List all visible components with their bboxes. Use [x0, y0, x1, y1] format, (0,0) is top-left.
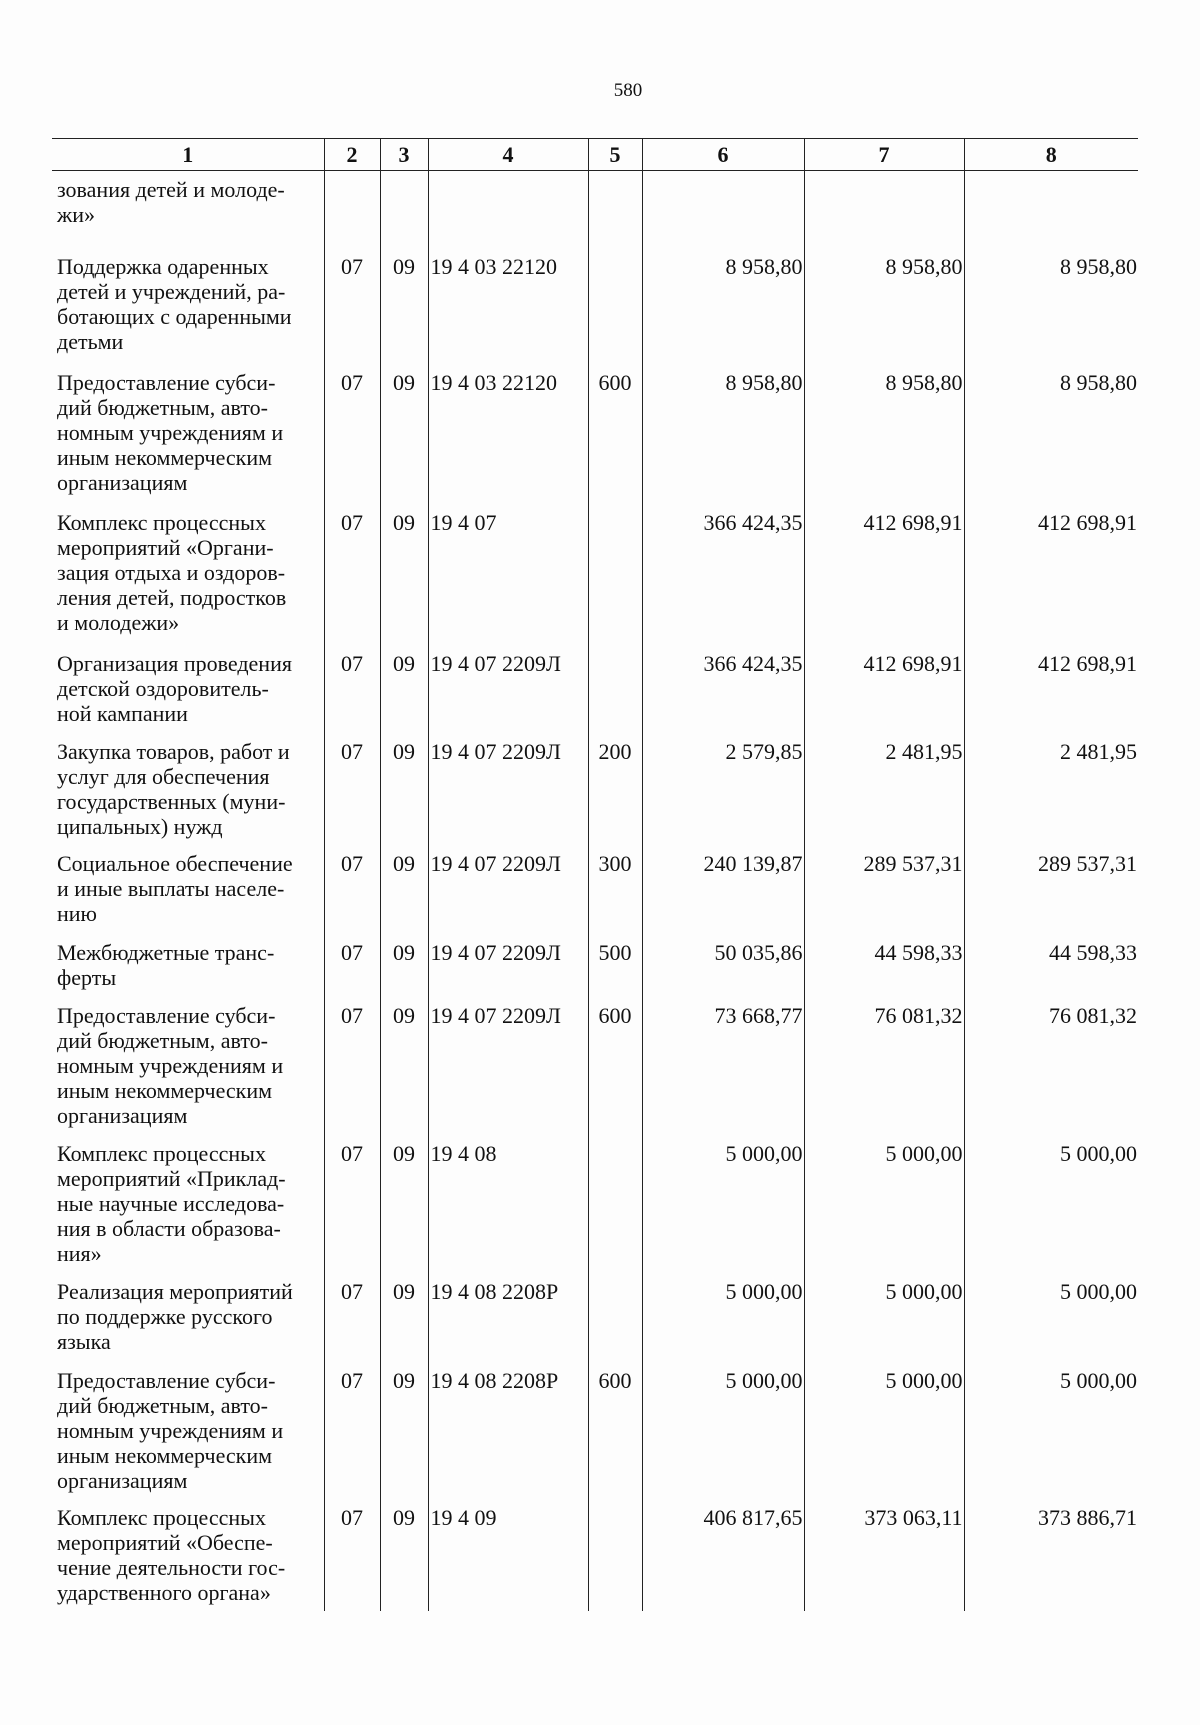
subsection-code-cell: 09	[380, 1364, 428, 1501]
subsection-code-cell: 09	[380, 506, 428, 647]
row-name-line: номным учреждениям и	[57, 1417, 284, 1443]
row-name-cell	[52, 1501, 324, 1611]
row-name-line: Предоставление субси-	[57, 1367, 276, 1393]
row-name-line: организациям	[57, 469, 188, 495]
row-name-line: языка	[57, 1328, 111, 1354]
amount-col-8-cell: 373 886,71	[964, 1501, 1138, 1611]
row-name-line: и молодежи»	[57, 609, 180, 635]
subsection-code-cell	[380, 171, 428, 250]
amount-col-7-cell	[804, 171, 964, 250]
table-row	[52, 847, 1138, 936]
expense-type-cell	[588, 647, 642, 735]
section-code-cell: 07	[324, 847, 380, 936]
col-header-3: 3	[380, 139, 428, 171]
row-name-line: детей и учреждений, ра-	[57, 278, 286, 304]
target-article-cell: 19 4 07 2209Л	[428, 999, 588, 1137]
target-article-cell: 19 4 03 22120	[428, 250, 588, 366]
amount-col-6-cell: 8 958,80	[642, 366, 804, 506]
budget-table	[52, 138, 1138, 1611]
row-name-line: дий бюджетным, авто-	[57, 1027, 268, 1053]
row-name-line: услуг для обеспечения	[57, 763, 270, 789]
row-name-line: Комплекс процессных	[57, 1504, 266, 1530]
section-code-cell	[324, 171, 380, 250]
row-name-line: иным некоммерческим	[57, 444, 273, 470]
amount-col-8-cell: 412 698,91	[964, 506, 1138, 647]
target-article-cell: 19 4 03 22120	[428, 366, 588, 506]
row-name-line: Поддержка одаренных	[57, 253, 269, 279]
row-name-line: Предоставление субси-	[57, 369, 276, 395]
amount-col-8-cell	[964, 171, 1138, 250]
row-name-line: Межбюджетные транс-	[57, 939, 275, 965]
table-row	[52, 506, 1138, 647]
amount-col-7-cell: 412 698,91	[804, 647, 964, 735]
table-row	[52, 1275, 1138, 1364]
amount-col-8-cell: 76 081,32	[964, 999, 1138, 1137]
subsection-code-cell: 09	[380, 847, 428, 936]
col-header-1: 1	[52, 139, 324, 171]
row-name-cell	[52, 999, 324, 1137]
row-name-line: жи»	[57, 202, 95, 227]
row-name-line: ния в области образова-	[57, 1215, 281, 1241]
subsection-code-cell: 09	[380, 366, 428, 506]
amount-col-6-cell: 240 139,87	[642, 847, 804, 936]
row-name-line: ной кампании	[57, 700, 188, 726]
row-name-line: номным учреждениям и	[57, 1052, 284, 1078]
row-name-line: иным некоммерческим	[57, 1442, 273, 1468]
section-code-cell: 07	[324, 366, 380, 506]
row-name-line: Комплекс процессных	[57, 1140, 266, 1166]
expense-type-cell	[588, 1501, 642, 1611]
row-name-line: Реализация мероприятий	[57, 1278, 293, 1304]
section-code-cell: 07	[324, 936, 380, 999]
section-code-cell: 07	[324, 735, 380, 847]
row-name-line: ния»	[57, 1240, 102, 1266]
row-name-line: нию	[57, 900, 97, 926]
target-article-cell: 19 4 07	[428, 506, 588, 647]
expense-type-cell	[588, 171, 642, 250]
section-code-cell: 07	[324, 1137, 380, 1275]
amount-col-6-cell: 5 000,00	[642, 1137, 804, 1275]
col-header-2: 2	[324, 139, 380, 171]
expense-type-cell: 600	[588, 1364, 642, 1501]
amount-col-6-cell: 73 668,77	[642, 999, 804, 1137]
amount-col-7-cell: 373 063,11	[804, 1501, 964, 1611]
row-name-line: дий бюджетным, авто-	[57, 1392, 268, 1418]
row-name-line: организациям	[57, 1102, 188, 1128]
row-name-cell	[52, 1137, 324, 1275]
row-name-cell	[52, 171, 324, 250]
row-name-line: мероприятий «Приклад-	[57, 1165, 286, 1191]
section-code-cell: 07	[324, 999, 380, 1137]
amount-col-8-cell: 5 000,00	[964, 1137, 1138, 1275]
section-code-cell: 07	[324, 1275, 380, 1364]
subsection-code-cell: 09	[380, 250, 428, 366]
row-name-line: чение деятельности гос-	[57, 1554, 286, 1580]
row-name-line: ударственного органа»	[57, 1579, 271, 1605]
table-row	[52, 171, 1138, 250]
row-name-line: мероприятий «Обеспе-	[57, 1529, 273, 1555]
row-name-line: Закупка товаров, работ и	[57, 738, 290, 764]
row-name-line: ные научные исследова-	[57, 1190, 285, 1216]
row-name-cell	[52, 1364, 324, 1501]
target-article-cell: 19 4 08	[428, 1137, 588, 1275]
subsection-code-cell: 09	[380, 735, 428, 847]
row-name-line: иным некоммерческим	[57, 1077, 273, 1103]
target-article-cell: 19 4 07 2209Л	[428, 936, 588, 999]
amount-col-8-cell: 8 958,80	[964, 366, 1138, 506]
header-row	[52, 139, 1138, 171]
row-name-cell	[52, 936, 324, 999]
expense-type-cell: 500	[588, 936, 642, 999]
amount-col-7-cell: 76 081,32	[804, 999, 964, 1137]
table-body	[52, 171, 1138, 1611]
row-name-line: Предоставление субси-	[57, 1002, 276, 1028]
target-article-cell: 19 4 07 2209Л	[428, 735, 588, 847]
target-article-cell: 19 4 09	[428, 1501, 588, 1611]
table-row	[52, 1501, 1138, 1611]
table-row	[52, 999, 1138, 1137]
row-name-line: ления детей, подростков	[57, 584, 287, 610]
table-row	[52, 1364, 1138, 1501]
amount-col-8-cell: 5 000,00	[964, 1275, 1138, 1364]
col-header-7: 7	[804, 139, 964, 171]
expense-type-cell: 200	[588, 735, 642, 847]
amount-col-6-cell	[642, 171, 804, 250]
amount-col-6-cell: 5 000,00	[642, 1275, 804, 1364]
expense-type-cell: 600	[588, 999, 642, 1137]
col-header-8: 8	[964, 139, 1138, 171]
amount-col-7-cell: 5 000,00	[804, 1364, 964, 1501]
amount-col-6-cell: 2 579,85	[642, 735, 804, 847]
section-code-cell: 07	[324, 250, 380, 366]
subsection-code-cell: 09	[380, 1501, 428, 1611]
amount-col-6-cell: 50 035,86	[642, 936, 804, 999]
row-name-line: зования детей и молоде-	[57, 177, 285, 202]
table-row	[52, 250, 1138, 366]
row-name-line: ферты	[57, 964, 117, 990]
section-code-cell: 07	[324, 647, 380, 735]
row-name-cell	[52, 250, 324, 366]
table-row	[52, 1137, 1138, 1275]
amount-col-7-cell: 5 000,00	[804, 1137, 964, 1275]
amount-col-8-cell: 8 958,80	[964, 250, 1138, 366]
section-code-cell: 07	[324, 506, 380, 647]
row-name-cell	[52, 735, 324, 847]
expense-type-cell: 600	[588, 366, 642, 506]
row-name-cell	[52, 647, 324, 735]
row-name-cell	[52, 847, 324, 936]
amount-col-6-cell: 8 958,80	[642, 250, 804, 366]
table-row	[52, 647, 1138, 735]
row-name-line: мероприятий «Органи-	[57, 534, 274, 560]
amount-col-6-cell: 366 424,35	[642, 506, 804, 647]
table-row	[52, 735, 1138, 847]
row-name-line: Комплекс процессных	[57, 509, 266, 535]
row-name-cell	[52, 506, 324, 647]
row-name-line: детской оздоровитель-	[57, 675, 269, 701]
row-name-line: детьми	[57, 328, 124, 354]
amount-col-6-cell: 366 424,35	[642, 647, 804, 735]
target-article-cell: 19 4 07 2209Л	[428, 847, 588, 936]
section-code-cell: 07	[324, 1501, 380, 1611]
subsection-code-cell: 09	[380, 936, 428, 999]
table-row	[52, 366, 1138, 506]
expense-type-cell	[588, 506, 642, 647]
row-name-line: организациям	[57, 1467, 188, 1493]
target-article-cell: 19 4 07 2209Л	[428, 647, 588, 735]
target-article-cell	[428, 171, 588, 250]
amount-col-7-cell: 44 598,33	[804, 936, 964, 999]
amount-col-7-cell: 8 958,80	[804, 250, 964, 366]
expense-type-cell	[588, 1275, 642, 1364]
amount-col-7-cell: 2 481,95	[804, 735, 964, 847]
row-name-line: номным учреждениям и	[57, 419, 284, 445]
amount-col-7-cell: 289 537,31	[804, 847, 964, 936]
page-number: 580	[613, 80, 643, 101]
col-header-4: 4	[428, 139, 588, 171]
target-article-cell: 19 4 08 2208Р	[428, 1275, 588, 1364]
amount-col-8-cell: 289 537,31	[964, 847, 1138, 936]
amount-col-6-cell: 5 000,00	[642, 1364, 804, 1501]
amount-col-6-cell: 406 817,65	[642, 1501, 804, 1611]
expense-type-cell: 300	[588, 847, 642, 936]
row-name-line: ципальных) нужд	[57, 813, 223, 839]
amount-col-7-cell: 8 958,80	[804, 366, 964, 506]
row-name-line: дий бюджетным, авто-	[57, 394, 268, 420]
amount-col-8-cell: 44 598,33	[964, 936, 1138, 999]
target-article-cell: 19 4 08 2208Р	[428, 1364, 588, 1501]
amount-col-8-cell: 5 000,00	[964, 1364, 1138, 1501]
col-header-6: 6	[642, 139, 804, 171]
row-name-cell	[52, 366, 324, 506]
subsection-code-cell: 09	[380, 1275, 428, 1364]
subsection-code-cell: 09	[380, 1137, 428, 1275]
amount-col-8-cell: 2 481,95	[964, 735, 1138, 847]
expense-type-cell	[588, 250, 642, 366]
section-code-cell: 07	[324, 1364, 380, 1501]
row-name-line: зация отдыха и оздоров-	[57, 559, 286, 585]
amount-col-7-cell: 5 000,00	[804, 1275, 964, 1364]
row-name-line: и иные выплаты населе-	[57, 875, 285, 901]
row-name-cell	[52, 1275, 324, 1364]
row-name-line: по поддержке русского	[57, 1303, 273, 1329]
row-name-line: государственных (муни-	[57, 788, 286, 814]
amount-col-8-cell: 412 698,91	[964, 647, 1138, 735]
row-name-line: Организация проведения	[57, 650, 292, 676]
subsection-code-cell: 09	[380, 999, 428, 1137]
amount-col-7-cell: 412 698,91	[804, 506, 964, 647]
row-name-line: Социальное обеспечение	[57, 850, 293, 876]
table-row	[52, 936, 1138, 999]
row-name-line: ботающих с одаренными	[57, 303, 292, 329]
subsection-code-cell: 09	[380, 647, 428, 735]
col-header-5: 5	[588, 139, 642, 171]
expense-type-cell	[588, 1137, 642, 1275]
